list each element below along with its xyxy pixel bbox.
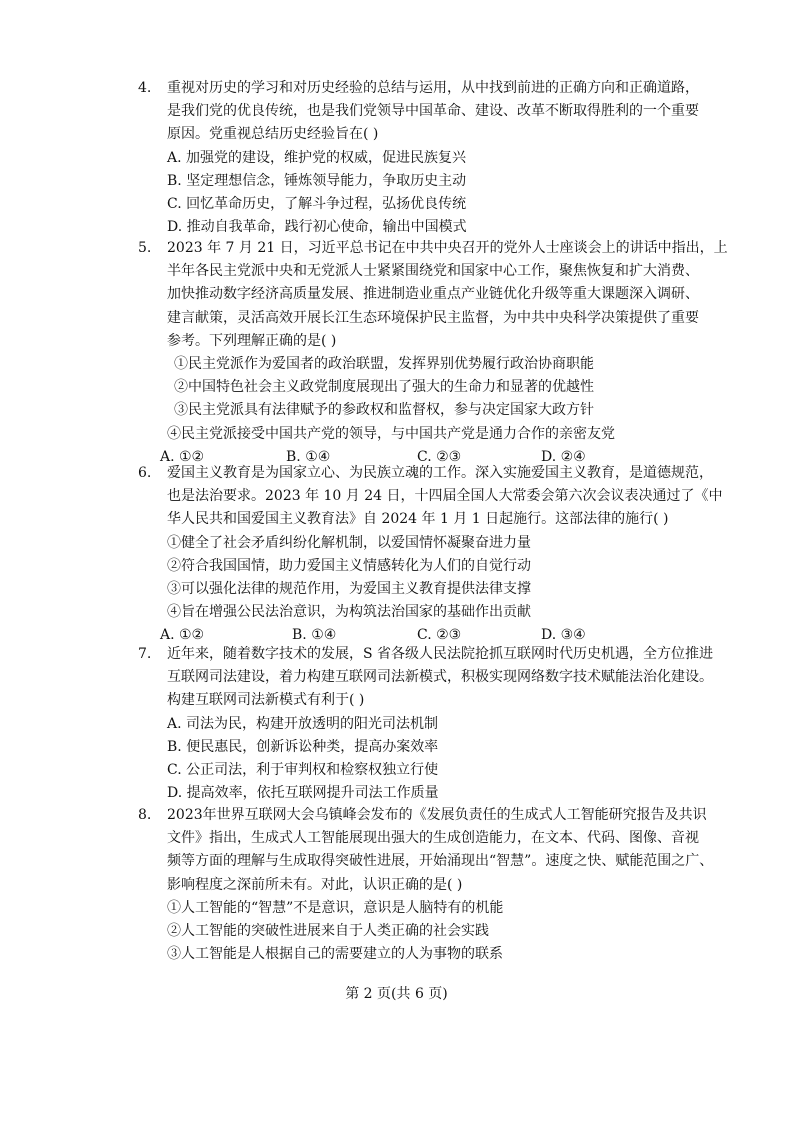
question-stem-line: 互联网司法建设，着力构建互联网司法新模式，积极实现网络数字技术赋能法治化建设。 — [167, 669, 713, 686]
question-number: 5. — [138, 240, 152, 256]
choice-d: D. ③④ — [541, 627, 586, 644]
option-d: D. 推动自我革命，践行初心使命，输出中国模式 — [167, 219, 467, 236]
question-stem-line: 2023年世界互联网大会乌镇峰会发布的《发展负责任的生成式人工智能研究报告及共识 — [167, 807, 707, 823]
option-d: D. 提高效率，依托互联网提升司法工作质量 — [167, 785, 439, 802]
question-stem-line: 2023 年 7 月 21 日，习近平总书记在中共中央召开的党外人士座谈会上的讲话中指出，上 — [167, 240, 728, 256]
statement-4: ④旨在增强公民法治意识，为构筑法治国家的基础作出贡献 — [167, 604, 531, 621]
question-stem-line: 构建互联网司法新模式有利于( ) — [167, 692, 365, 709]
question-number: 6. — [138, 465, 152, 481]
question-8 — [138, 804, 778, 966]
question-stem-line: 影响程度之深前所未有。对此，认识正确的是( ) — [167, 876, 463, 893]
question-stem-line: 近年来，随着数字技术的发展，S 省各级人民法院抢抓互联网时代历史机遇，全方位推进 — [167, 646, 714, 662]
question-number: 4. — [138, 80, 152, 96]
statement-2: ②人工智能的突破性进展来自于人类正确的社会实践 — [167, 922, 489, 939]
option-c: C. 回忆革命历史，了解斗争过程，弘扬优良传统 — [167, 195, 467, 212]
option-a: A. 加强党的建设，维护党的权威，促进民族复兴 — [167, 149, 467, 166]
statement-1: ①人工智能的“智慧”不是意识，意识是人脑特有的机能 — [167, 899, 504, 916]
question-stem-line: 也是法治要求。2023 年 10 月 24 日，十四届全国人大常委会第六次会议表决通过了《中 — [167, 488, 723, 505]
question-stem-line: 建言献策，灵活高效开展长江生态环境保护民主监督，为中共中央科学决策提供了重要 — [167, 309, 699, 326]
statement-3: ③可以强化法律的规范作用，为爱国主义教育提供法律支撑 — [167, 580, 531, 597]
choice-b: B. ①④ — [292, 627, 337, 644]
option-a: A. 司法为民，构建开放透明的阳光司法机制 — [167, 715, 439, 732]
question-5 — [138, 237, 778, 469]
option-b: B. 坚定理想信念，锤炼领导能力，争取历史主动 — [167, 172, 467, 189]
statement-4: ④民主党派接受中国共产党的领导，与中国共产党是通力合作的亲密友党 — [167, 425, 615, 442]
statement-1: ①健全了社会矛盾纠纷化解机制，以爱国情怀凝聚奋进力量 — [167, 534, 531, 551]
option-b: B. 便民惠民，创新诉讼种类，提高办案效率 — [167, 738, 439, 755]
question-7 — [138, 643, 778, 805]
choice-c: C. ②③ — [417, 627, 462, 644]
choice-a: A. ①② — [160, 448, 205, 465]
question-number: 7. — [138, 646, 152, 662]
option-c: C. 公正司法，利于审判权和检察权独立行使 — [167, 761, 439, 778]
question-stem-line: 重视对历史的学习和对历史经验的总结与运用，从中找到前进的正确方向和正确道路， — [167, 80, 699, 96]
question-6 — [138, 462, 778, 648]
question-stem-line: 是我们党的优良传统，也是我们党领导中国革命、建设、改革不断取得胜利的一个重要 — [167, 103, 699, 120]
question-stem-line: 频等方面的理解与生成取得突破性进展，开始涌现出“智慧”。速度之快、赋能范围之广、 — [167, 853, 714, 870]
question-stem-line: 原因。党重视总结历史经验旨在( ) — [167, 126, 379, 143]
question-stem-line: 爱国主义教育是为国家立心、为民族立魂的工作。深入实施爱国主义教育，是道德规范， — [167, 465, 713, 481]
question-stem-line: 文件》指出，生成式人工智能展现出强大的生成创造能力，在文本、代码、图像、音视 — [167, 830, 699, 847]
choice-b: B. ①④ — [286, 448, 331, 465]
choice-d: D. ②④ — [541, 448, 586, 465]
statement-3: ③民主党派具有法律赋予的参政权和监督权，参与决定国家大政方针 — [174, 402, 594, 419]
question-4 — [138, 77, 778, 239]
question-stem-line: 华人民共和国爱国主义教育法》自 2024 年 1 月 1 日起施行。这部法律的施行( ) — [167, 511, 669, 528]
statement-2: ②中国特色社会主义政党制度展现出了强大的生命力和显著的优越性 — [174, 379, 594, 396]
question-number: 8. — [138, 807, 152, 823]
question-stem-line: 加快推动数字经济高质量发展、推进制造业重点产业链优化升级等重大课题深入调研、 — [167, 286, 699, 303]
question-stem-line: 参考。下列理解正确的是( ) — [167, 332, 337, 349]
statement-2: ②符合我国国情，助力爱国主义情感转化为人们的自觉行动 — [167, 557, 531, 574]
statement-3: ③人工智能是人根据自己的需要建立的人为事物的联系 — [167, 946, 503, 963]
question-stem-line: 半年各民主党派中央和无党派人士紧紧围绕党和国家中心工作，聚焦恢复和扩大消费、 — [167, 263, 699, 280]
page-footer: 第 2 页(共 6 页) — [345, 986, 448, 1002]
statement-1: ①民主党派作为爱国者的政治联盟，发挥界别优势履行政治协商职能 — [174, 355, 594, 372]
choice-c: C. ②③ — [417, 448, 462, 465]
choice-a: A. ①② — [160, 627, 205, 644]
